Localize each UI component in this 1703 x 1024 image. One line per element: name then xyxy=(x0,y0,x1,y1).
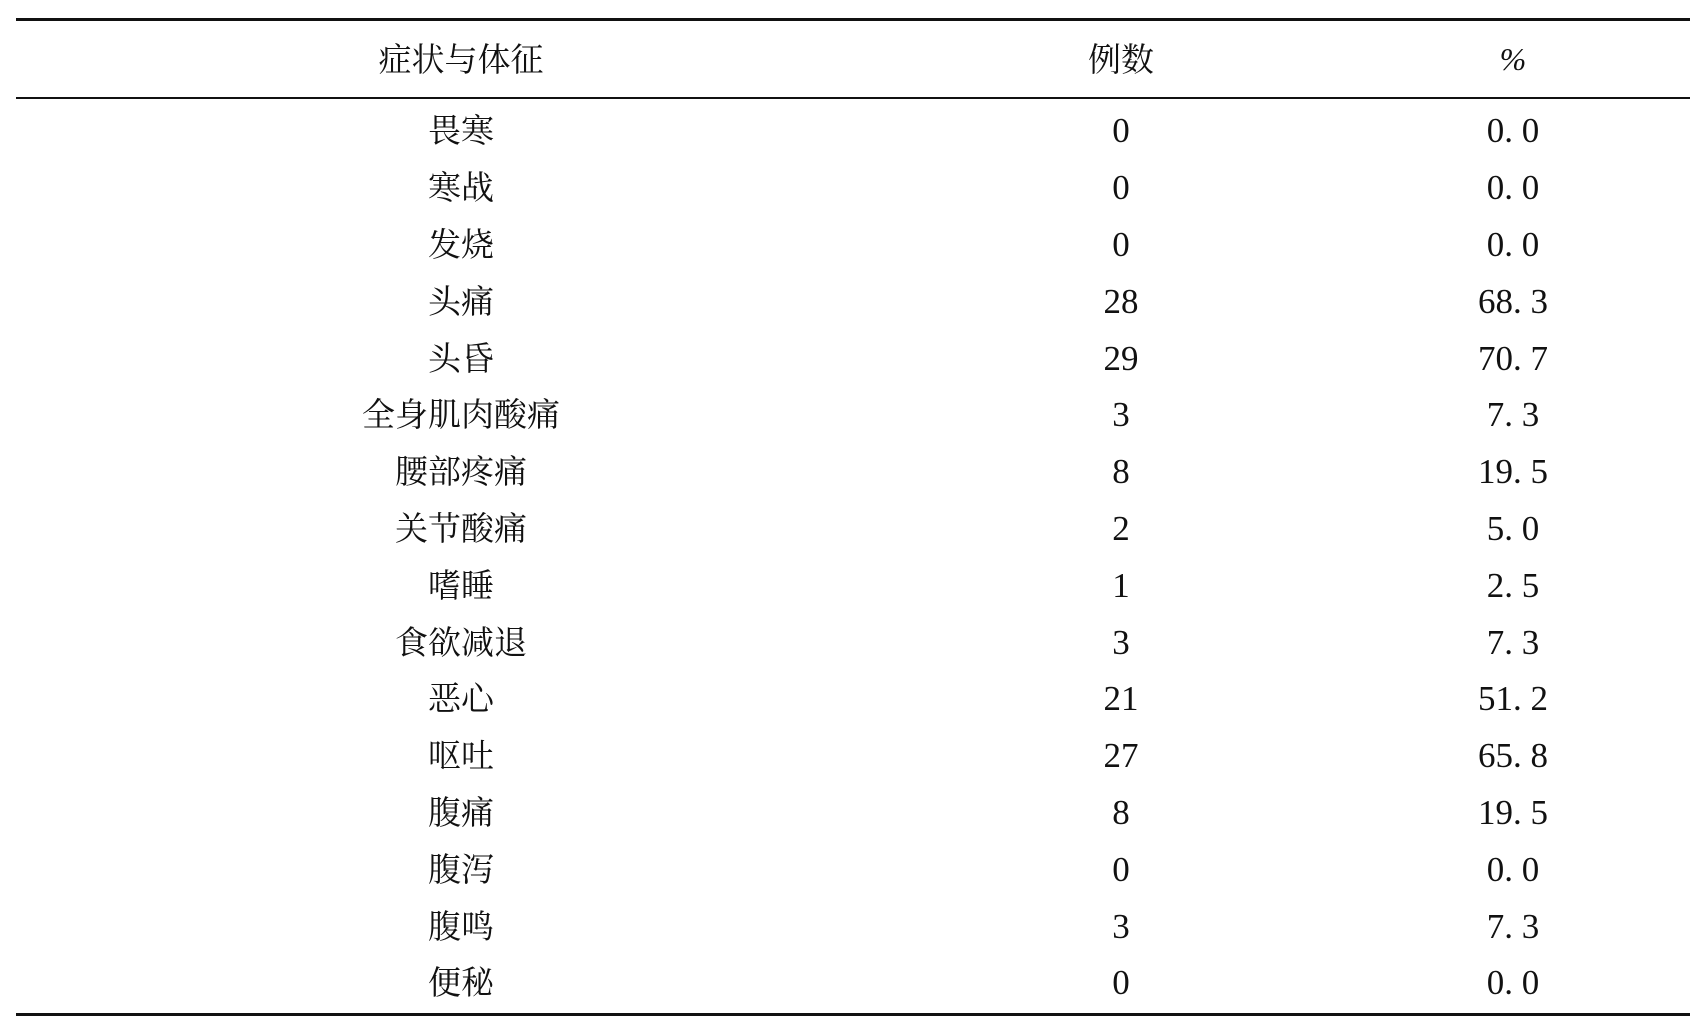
percent-cell: 0. 0 xyxy=(1486,849,1540,889)
symptom-cell: 腹痛 xyxy=(428,792,494,832)
count-cell: 29 xyxy=(1103,338,1139,378)
symptom-table xyxy=(16,18,1690,1016)
symptom-cell: 头痛 xyxy=(428,281,494,321)
count-cell: 3 xyxy=(1112,395,1130,435)
table-row xyxy=(16,500,1690,557)
table-row xyxy=(16,386,1690,443)
percent-cell: 2. 5 xyxy=(1486,565,1540,605)
percent-cell: 7. 3 xyxy=(1486,906,1540,946)
count-cell: 0 xyxy=(1112,224,1130,264)
table-row xyxy=(16,614,1690,671)
count-cell: 27 xyxy=(1103,736,1139,776)
percent-cell: 0. 0 xyxy=(1486,224,1540,264)
header-percent: % xyxy=(1499,41,1527,77)
symptom-cell: 发烧 xyxy=(428,224,494,264)
percent-cell: 0. 0 xyxy=(1486,963,1540,1003)
count-cell: 2 xyxy=(1112,508,1130,548)
symptom-cell: 恶心 xyxy=(428,679,494,719)
count-cell: 28 xyxy=(1103,281,1139,321)
table-row xyxy=(16,954,1690,1011)
percent-cell: 5. 0 xyxy=(1486,508,1540,548)
table-row xyxy=(16,784,1690,841)
count-cell: 0 xyxy=(1112,168,1130,208)
count-cell: 1 xyxy=(1112,565,1130,605)
symptom-cell: 食欲减退 xyxy=(395,622,527,662)
symptom-cell: 腹鸣 xyxy=(428,906,494,946)
percent-cell: 65. 8 xyxy=(1478,736,1548,776)
table-bottom-rule xyxy=(16,1013,1690,1016)
count-cell: 3 xyxy=(1112,906,1130,946)
table-row xyxy=(16,841,1690,898)
table-row xyxy=(16,159,1690,216)
count-cell: 0 xyxy=(1112,963,1130,1003)
table-row xyxy=(16,273,1690,330)
header-symptom: 症状与体征 xyxy=(378,39,544,79)
table-header-row xyxy=(16,21,1690,97)
table-row xyxy=(16,216,1690,273)
table-row xyxy=(16,443,1690,500)
percent-cell: 51. 2 xyxy=(1478,679,1548,719)
symptom-cell: 嗜睡 xyxy=(428,565,494,605)
percent-cell: 0. 0 xyxy=(1486,168,1540,208)
table-row xyxy=(16,103,1690,160)
symptom-cell: 呕吐 xyxy=(428,736,494,776)
symptom-cell: 头昏 xyxy=(428,338,494,378)
percent-cell: 7. 3 xyxy=(1486,622,1540,662)
table-row xyxy=(16,670,1690,727)
percent-cell: 7. 3 xyxy=(1486,395,1540,435)
count-cell: 0 xyxy=(1112,111,1130,151)
percent-cell: 19. 5 xyxy=(1478,792,1548,832)
table-body xyxy=(16,99,1690,1014)
symptom-cell: 腹泻 xyxy=(428,849,494,889)
count-cell: 8 xyxy=(1112,792,1130,832)
symptom-cell: 关节酸痛 xyxy=(395,508,527,548)
count-cell: 21 xyxy=(1103,679,1139,719)
symptom-cell: 便秘 xyxy=(428,963,494,1003)
table-row xyxy=(16,727,1690,784)
symptom-cell: 全身肌肉酸痛 xyxy=(362,395,560,435)
count-cell: 8 xyxy=(1112,452,1130,492)
percent-cell: 70. 7 xyxy=(1478,338,1548,378)
count-cell: 0 xyxy=(1112,849,1130,889)
symptom-cell: 腰部疼痛 xyxy=(395,452,527,492)
table-row xyxy=(16,557,1690,614)
symptom-cell: 畏寒 xyxy=(428,111,494,151)
symptom-cell: 寒战 xyxy=(428,168,494,208)
percent-cell: 19. 5 xyxy=(1478,452,1548,492)
count-cell: 3 xyxy=(1112,622,1130,662)
percent-cell: 0. 0 xyxy=(1486,111,1540,151)
header-count: 例数 xyxy=(1088,39,1154,79)
table-row xyxy=(16,330,1690,387)
table-row xyxy=(16,898,1690,955)
percent-cell: 68. 3 xyxy=(1478,281,1548,321)
